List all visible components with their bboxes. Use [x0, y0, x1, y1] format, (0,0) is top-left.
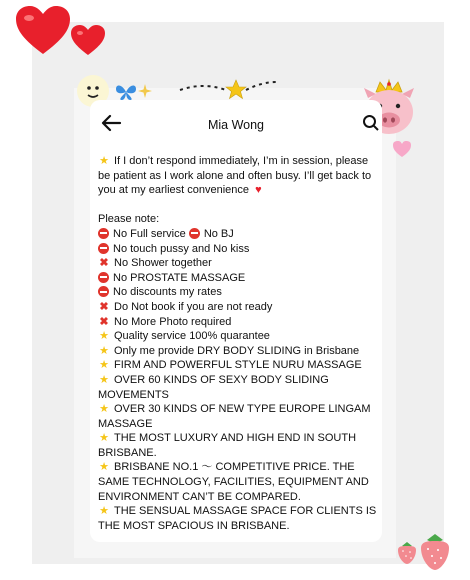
rule-text: OVER 60 KINDS OF SEXY BODY SLIDING MOVEMENTS [98, 373, 329, 401]
strawberry-large-icon [418, 532, 452, 572]
cross-mark-icon: ✖ [99, 315, 109, 328]
rule-text: BRISBANE NO.1 ～ COMPETITIVE PRICE. THE SAME TECHNOLOGY, FACILITIES, EQUIPMENT AND ENVIRONMENT CAN’T BE COMPARED. [98, 461, 369, 503]
star-icon: ★ [99, 403, 109, 416]
star-icon: ★ [99, 330, 109, 343]
no-entry-icon [98, 228, 109, 239]
rule-text: THE MOST LUXURY AND HIGH END IN SOUTH BRISBANE. [98, 432, 357, 459]
intro-paragraph [98, 154, 378, 198]
rule-item [98, 242, 378, 257]
rule-item [98, 504, 378, 533]
no-entry-icon [98, 243, 109, 254]
no-entry-icon [189, 228, 200, 239]
rule-text: No PROSTATE MASSAGE [113, 271, 246, 284]
rule-text: No Full service [113, 227, 186, 240]
no-entry-icon [98, 272, 109, 283]
pink-heart-icon [392, 140, 412, 158]
chat-header [90, 100, 382, 144]
star-icon: ★ [99, 505, 109, 518]
cross-mark-icon: ✖ [99, 257, 109, 270]
big-heart-icon [14, 4, 72, 56]
rule-item [98, 344, 378, 359]
rule-text: Do Not book if you are not ready [114, 300, 273, 313]
small-heart-icon [70, 24, 106, 56]
rule-text: Only me provide DRY BODY SLIDING in Brisbane [114, 344, 360, 357]
rule-text: No More Photo required [114, 315, 232, 328]
rule-item [98, 431, 378, 460]
rule-item [98, 300, 378, 315]
rule-item [98, 460, 378, 504]
rule-item [98, 271, 378, 286]
rule-text: No Shower together [114, 257, 212, 270]
rule-item [98, 315, 378, 330]
sparkle-icon [138, 84, 152, 98]
chat-panel [90, 100, 382, 542]
rule-text: No touch pussy and No kiss [113, 242, 250, 255]
rule-item [98, 358, 378, 373]
red-heart-icon: ♥ [255, 184, 262, 197]
star-icon: ★ [99, 432, 109, 445]
star-icon: ★ [99, 373, 109, 386]
rule-item [98, 256, 378, 271]
rule-text: OVER 30 KINDS OF NEW TYPE EUROPE LINGAM MASSAGE [98, 403, 371, 430]
cross-mark-icon: ✖ [99, 300, 109, 313]
note-label: Please note: [98, 213, 160, 226]
rule-text: THE SENSUAL MASSAGE SPACE FOR CLIENTS IS THE MOST SPACIOUS IN BRISBANE. [98, 505, 377, 532]
star-icon: ★ [99, 359, 109, 372]
rule-item [98, 402, 378, 431]
rule-item [98, 373, 378, 402]
no-entry-icon [98, 286, 109, 297]
butterfly-icon [114, 82, 138, 102]
star-icon: ★ [99, 155, 109, 167]
search-icon[interactable] [362, 114, 380, 132]
contact-name: Mia Wong [207, 118, 265, 132]
rule-text: No BJ [203, 227, 234, 240]
rule-text: No discounts my rates [113, 286, 222, 299]
rule-item [98, 329, 378, 344]
rules-list [98, 227, 378, 533]
message-body [98, 154, 378, 533]
star-icon: ★ [99, 461, 109, 474]
strawberry-small-icon [396, 540, 418, 566]
rule-item [98, 227, 378, 242]
rule-text: Quality service 100% quarantee [114, 330, 270, 343]
star-icon: ★ [99, 344, 109, 357]
rule-item [98, 285, 378, 300]
rule-text: FIRM AND POWERFUL STYLE NURU MASSAGE [114, 359, 362, 372]
intro-text: If I don’t respond immediately, I’m in session, please be patient as I work alone and often busy. I’ll get back to you at my earliest convenience [98, 155, 372, 197]
